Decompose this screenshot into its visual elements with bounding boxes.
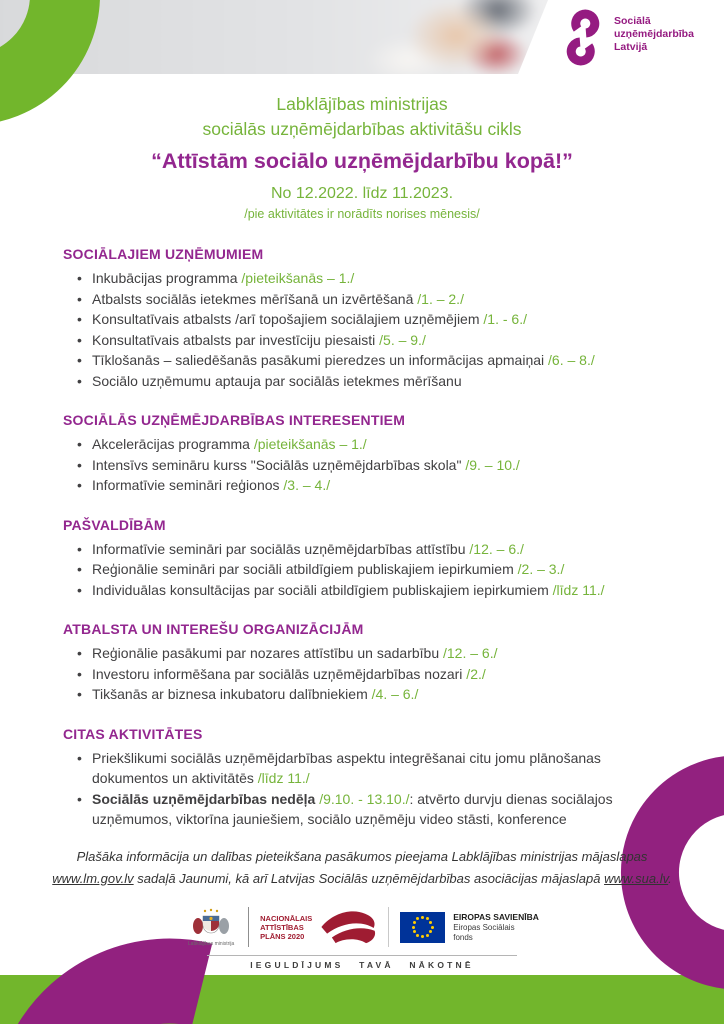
date-note: /pie aktivitātes ir norādīts norises mēnesis/ <box>244 207 480 221</box>
eu-star-icon <box>412 926 415 929</box>
activity-item <box>63 350 663 371</box>
series-line2: sociālās uzņēmējdarbības aktivitāšu cikls <box>202 119 522 139</box>
section-title: SOCIĀLAJIEM UZŅĒMUMIEM <box>63 246 264 262</box>
section-title: CITAS AKTIVITĀTES <box>63 725 203 742</box>
activity-section <box>63 515 663 601</box>
eu-star-icon <box>421 916 424 919</box>
section-title: PAŠVALDĪBĀM <box>63 516 166 533</box>
eu-star-icon <box>431 926 434 929</box>
section-items <box>63 539 663 601</box>
activity-item <box>63 664 663 685</box>
section-title: SOCIĀLĀS UZŅĒMĒJDARBĪBAS INTERESENTIEM <box>63 412 406 428</box>
activity-text: Reģionālie semināri par sociāli atbildīgiem publiskajiem iepirkumiem <box>92 561 514 577</box>
brand-name <box>614 15 694 66</box>
activity-text: Informatīvie semināri reģionos <box>92 477 280 493</box>
eu-star-icon <box>421 935 424 938</box>
section-title: ATBALSTA UN INTEREŠU ORGANIZĀCIJĀM <box>63 621 364 637</box>
eu-star-icon <box>426 917 429 920</box>
nap2020-text <box>260 914 312 941</box>
main-headline: “Attīstām sociālo uzņēmējdarbību kopā!” <box>151 149 573 173</box>
eu-star-icon <box>413 921 416 924</box>
logo-divider <box>388 907 389 947</box>
activity-date: /5. – 9./ <box>375 331 426 348</box>
latvian-ribbon-icon <box>319 908 377 946</box>
section-items <box>63 643 663 705</box>
activity-date: /12. – 6./ <box>439 645 498 661</box>
activity-date: /pieteikšanās – 1./ <box>237 270 355 286</box>
activity-section <box>63 244 663 391</box>
brand-name-line: uzņēmējdarbība <box>614 28 694 40</box>
footer-logos <box>0 907 724 947</box>
eu-flag-icon <box>400 912 445 943</box>
ministry-logo <box>185 908 237 947</box>
activity-text: Atbalsts sociālās ietekmes mērīšanā un izvērtēšanā <box>92 290 414 307</box>
activity-item <box>63 434 663 455</box>
activity-item <box>63 559 663 580</box>
activity-text: Investoru informēšana par sociālās uzņēmējdarbības nozari <box>92 665 463 682</box>
eu-subtitle-line: fonds <box>453 932 473 942</box>
activity-item <box>63 643 663 664</box>
activity-date: /pieteikšanās – 1./ <box>249 436 367 452</box>
activity-item <box>63 789 663 830</box>
ministry-caption: Labklājības ministrija <box>187 940 235 947</box>
section-items <box>63 748 663 830</box>
activity-date: /2. – 3./ <box>513 561 565 577</box>
activity-date: /3. – 4./ <box>279 477 331 493</box>
activity-text: Reģionālie pasākumi par nozares attīstību un sadarbību <box>92 645 440 661</box>
lm-gov-link[interactable]: www.lm.gov.lv <box>52 870 134 886</box>
eu-star-icon <box>416 917 419 920</box>
esf-tagline: IEGULDĪJUMS TAVĀ NĀKOTNĒ <box>250 960 474 970</box>
eu-star-icon <box>413 930 416 933</box>
activity-date: /9.10. - 13.10./ <box>315 790 410 807</box>
activity-text: Sociālo uzņēmumu aptauja par sociālās ietekmes mērīšanu <box>92 372 462 389</box>
activity-item <box>63 309 663 330</box>
series-line1: Labklājības ministrijas <box>276 94 448 114</box>
activity-text: Tikšanās ar biznesa inkubatoru dalībniekiem <box>92 686 368 702</box>
activity-item <box>63 268 663 289</box>
activity-text: Intensīvs semināru kurss "Sociālās uzņēmējdarbības skola" <box>92 456 462 473</box>
footer-note: Plašāka informācija un dalības pieteikšana pasākumos pieejama Labklājības ministrijas mājaslapas www.lm.gov.lv sadaļā Jaunumi, kā arī Latvijas Sociālās uzņēmējdarbības asociācijas mājaslapā www.sua.lv. <box>52 849 672 886</box>
section-items <box>63 434 663 496</box>
activities-sections <box>63 244 663 849</box>
activity-date: /līdz 11./ <box>253 770 310 786</box>
eu-star-icon <box>429 921 432 924</box>
activity-text: Priekšlikumi sociālās uzņēmējdarbības aspektu integrēšanai citu jomu plānošanas dokumentos un aktivitātēs <box>92 749 601 786</box>
activity-section <box>63 619 663 705</box>
activity-item <box>63 580 663 601</box>
eu-text <box>453 912 539 942</box>
logos-rule <box>207 955 517 956</box>
activity-text: Akcelerācijas programma <box>92 436 250 452</box>
activity-date: /12. – 6./ <box>465 540 524 557</box>
nap-line: PLĀNS 2020 <box>260 931 305 941</box>
activity-section <box>63 724 663 830</box>
date-range: No 12.2022. līdz 11.2023. <box>270 185 454 202</box>
logo-divider <box>248 907 249 947</box>
eu-star-icon <box>429 930 432 933</box>
activity-section <box>63 410 663 496</box>
activity-item <box>63 475 663 496</box>
eu-logo <box>400 912 539 943</box>
activity-text: Informatīvie semināri par sociālās uzņēmējdarbības attīstību <box>92 540 466 557</box>
activity-item <box>63 684 663 705</box>
activity-suffix: : atvērto durvju dienas sociālajos uzņēmumos, viktorīna jauniešiem, sociālo uzņēmēju video stāsti, konference <box>92 790 613 827</box>
title-block <box>0 92 724 221</box>
section-items <box>63 268 663 391</box>
activity-date: /6. – 8./ <box>544 352 595 368</box>
nap2020-logo <box>260 908 377 946</box>
activity-date: /2./ <box>462 665 486 682</box>
activity-date: /līdz 11./ <box>548 581 605 598</box>
activity-text: Konsultatīvais atbalsts par investīciju piesaisti <box>92 331 376 348</box>
nap-line: ATTĪSTĪBAS <box>260 922 304 932</box>
photo-blur <box>0 0 548 74</box>
activity-item <box>63 289 663 310</box>
activity-date: /1. – 2./ <box>413 290 464 307</box>
activity-item <box>63 371 663 392</box>
brand-logo <box>566 9 694 66</box>
s-logo-icon <box>566 9 600 66</box>
activity-text: Tīklošanās – saliedēšanās pasākumi pieredzes un informācijas apmaiņai <box>92 352 545 368</box>
activity-text: Inkubācijas programma <box>92 270 238 286</box>
eu-star-icon <box>426 934 429 937</box>
activity-date: /1. - 6./ <box>479 311 527 327</box>
activity-item <box>63 748 663 789</box>
activity-item <box>63 539 663 560</box>
activity-date: /9. – 10./ <box>461 456 520 473</box>
activity-date: /4. – 6./ <box>367 686 419 702</box>
coat-of-arms-icon <box>191 908 231 940</box>
bottom-green-bar <box>0 975 724 1024</box>
activity-text: Konsultatīvais atbalsts /arī topošajiem sociālajiem uzņēmējiem <box>92 311 480 327</box>
activity-text: Sociālās uzņēmējdarbības nedēļa <box>92 790 316 807</box>
eu-star-icon <box>416 934 419 937</box>
nap-line: NACIONĀLAIS <box>260 913 313 923</box>
eu-title: EIROPAS SAVIENĪBA <box>453 912 539 922</box>
sua-link[interactable]: www.sua.lv <box>604 870 669 886</box>
activity-item <box>63 455 663 476</box>
brand-name-line: Latvijā <box>614 41 648 53</box>
activity-text: Individuālas konsultācijas par sociāli atbildīgiem publiskajiem iepirkumiem <box>92 581 549 598</box>
eu-subtitle-line: Eiropas Sociālais <box>453 923 515 932</box>
brand-name-line: Sociālā <box>614 15 651 27</box>
activity-item <box>63 330 663 351</box>
hands-team-photo <box>0 0 548 74</box>
